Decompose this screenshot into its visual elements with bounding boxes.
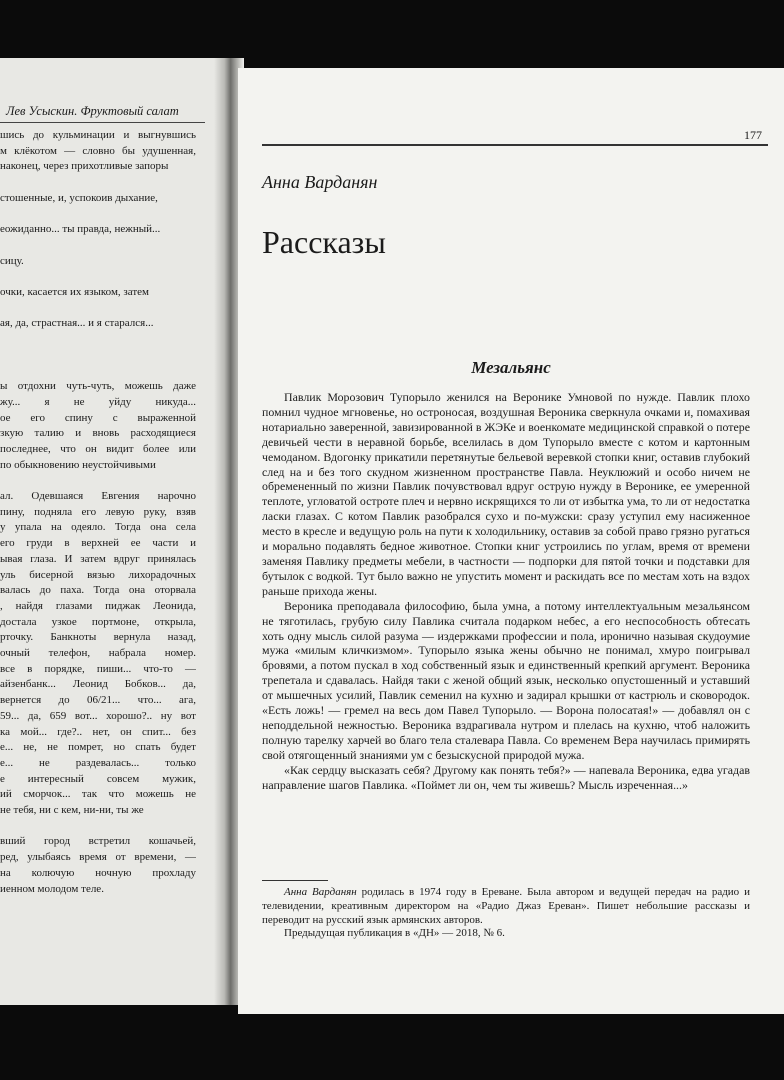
footnote-bio — [262, 886, 750, 927]
text-line: очки, касается их языком, затем — [0, 285, 150, 298]
footnote-bio-text: родилась в 1974 году в Ереване. Была автором и ведущей передач на радио и телевидении, креативным директором на «Радио Джаз Ереван». Пишет небольшие рассказы и переводит на русский язык армянских авторов. — [262, 886, 750, 926]
text-line: не тебя, ни с кем, ни-ни, ты же — [0, 804, 144, 817]
text-line — [0, 819, 196, 835]
text-line: его груди в верхней ее части и — [0, 537, 196, 550]
left-page-text — [0, 128, 196, 897]
text-line: уль бисерной вязью лихорадочных — [0, 568, 196, 581]
author-footnote — [262, 886, 750, 941]
footnote-author-name: Анна Варданян — [284, 886, 357, 898]
footnote-publication: Предыдущая публикация в «ДН» — 2018, № 6. — [284, 927, 505, 940]
text-line: ал. Одевшаяся Евгения нарочно — [0, 490, 196, 503]
running-head: Лев Усыскин. Фруктовый салат — [6, 104, 179, 118]
text-line: ы отдохни чуть-чуть, можешь даже — [0, 380, 196, 393]
text-line — [0, 175, 196, 191]
text-line: айзенбанк... Леонид Бобков... да, — [0, 678, 196, 691]
text-line — [0, 269, 196, 285]
text-line — [0, 207, 196, 223]
text-line: ая, да, страстная... и я старался... — [0, 317, 154, 330]
story-body — [262, 390, 750, 792]
story-paragraph: Павлик Морозович Тупорыло женился на Веронике Умновой по нужде. Павлик плохо помнил чудное мгновенье, но остроносая, воздушная Вероника сверкнула очками и, помахивая нотариально заверенной, завизированной в ЖЭКе и военкомате медицинской справкой о потере девичьей чести в неравной борьбе, вселилась в дом Тупорыло вместе с котом и картонным чемоданом. Вдогонку прикатили перетянутые бельевой веревкой стопки книг, оставив глубокий след на и без того скудном жизненном пространстве Павла. Неуклюжий и особо ничем не обремененный по жизни Павлик почувствовал вдруг острую нужду в Веронике, ее умеренной теплоте, угловатой остроте плеч и нервно искрящихся то ли от избытка ума, то ли от недостатка ласки глазах. С котом Павлик разобрался сухо и по-мужски: сразу уступил ему насиженное место в кресле и ведущую роль на пути к холодильнику, оставив за собой право грязно ругаться и морально подавлять бедное животное. Стопки книг устроились по углам, время от времени заменяя Павлику предметы мебели, в частности — подпорки для пятой точки и подставки для бутылок с водкой. Тут было важно не упустить момент и раскидать все по местам хоть на вздох раньше прихода жены. — [262, 390, 750, 598]
header-rule — [0, 122, 205, 123]
story-title: Мезальянс — [471, 358, 551, 377]
author-name: Анна Варданян — [262, 172, 378, 192]
text-line: сицу. — [0, 254, 24, 267]
text-line: ка мой... где?.. нет, он спит... без — [0, 725, 196, 738]
text-line: достала узкое портмоне, открыла, — [0, 615, 196, 628]
text-line: валась до паха. Тогда она оторвала — [0, 584, 196, 597]
text-line: наконец, через прихотливые запоры — [0, 160, 169, 173]
text-line — [0, 473, 196, 489]
text-line: м клёкотом — словно бы удушенная, — [0, 144, 196, 157]
text-line: е... не раздевалась... только — [0, 756, 196, 769]
text-line: у упала на одеяло. Тогда она села — [0, 521, 196, 534]
text-line: зкую талию и вновь расходящиеся — [0, 427, 196, 440]
text-line: очный телефон, набрала номер. — [0, 647, 196, 660]
text-line: по обыкновению неустойчивыми — [0, 458, 156, 471]
text-line — [0, 332, 196, 348]
story-paragraph: «Как сердцу высказать себя? Другому как понять тебя?» — напевала Вероника, едва угадав направление шагов Павлика. «Поймет ли он, чем ты живешь? Мысль изреченная...» — [262, 762, 750, 792]
text-line: все в порядке, пиши... что-то — — [0, 662, 196, 675]
text-line — [0, 301, 196, 317]
text-line: е... не, не помрет, но спать будет — [0, 741, 196, 754]
text-line: вернется до 06/21... что... ага, — [0, 694, 196, 707]
text-line: пину, подняла его левую руку, взяв — [0, 505, 196, 518]
text-line: ий сморчок... так что можешь не — [0, 788, 196, 801]
text-line: последнее, что он видит более или — [0, 442, 196, 455]
text-line: , найдя глазами пиджак Леонида, — [0, 599, 196, 612]
text-line: шись до кульминации и выгнувшись — [0, 129, 196, 141]
header-rule — [262, 144, 768, 146]
text-line — [0, 238, 196, 254]
text-line: ое его спину с выраженной — [0, 411, 196, 424]
text-line: иенном молодом теле. — [0, 882, 104, 895]
text-line: стошенные, и, успокоив дыхание, — [0, 191, 158, 204]
right-page — [238, 68, 784, 1014]
text-line: 59... да, 659 вот... хорошо?.. ну вот — [0, 709, 196, 722]
text-line: еожиданно... ты правда, нежный... — [0, 223, 161, 236]
text-line — [0, 363, 196, 379]
footnote-rule — [262, 880, 328, 881]
text-line: е интересный совсем мужик, — [0, 772, 196, 785]
text-line: жу... я не уйду никуда... — [0, 395, 196, 408]
section-title: Рассказы — [262, 224, 386, 260]
left-page — [0, 58, 222, 1005]
story-paragraph: Вероника преподавала философию, была умна, а потому интеллектуальным мезальянсом не тяготилась, грубую силу Павлика считала подарком небес, а его неспособность обтесать хоть одну мысль силой разума — издержками профессии и пола, иронично называя скудоумие мужа «милым кличкизмом». Тупорыло языка жены обычно не понимал, хмуро поигрывал бровями, а потом пускал в ход собственный язык и единственный крепкий аргумент. Вероника трепетала и сдавалась. Найдя таки с женой общий язык, несколько опустошенный и уставший от мышечных усилий, Павлик семенил на кухню и задирал крышки от кастрюль и сковородок. «Есть ложь! — гремел на весь дом Павел Тупорыло. — Ворона полосатая!» — добавлял он с неподдельной нежностью. Вероника вздрагивала нутром и плелась на кухню, чтоб наложить полную тарелку харчей во благо тела сталевара Павла. Со временем Вера научилась примирять свой отягощенный знаниями ум с безыскусной природой мужа. — [262, 598, 750, 762]
text-line: рточку. Банкноты вернула назад, — [0, 631, 196, 644]
text-line: на колючую ночную прохладу — [0, 866, 196, 879]
text-line: вший город встретил кошачьей, — [0, 835, 196, 848]
page-number: 177 — [744, 128, 762, 142]
text-line: ред, улыбаясь время от времени, — — [0, 851, 196, 864]
text-line: ывая глаза. И затем вдруг принялась — [0, 552, 196, 565]
text-line — [0, 348, 196, 364]
